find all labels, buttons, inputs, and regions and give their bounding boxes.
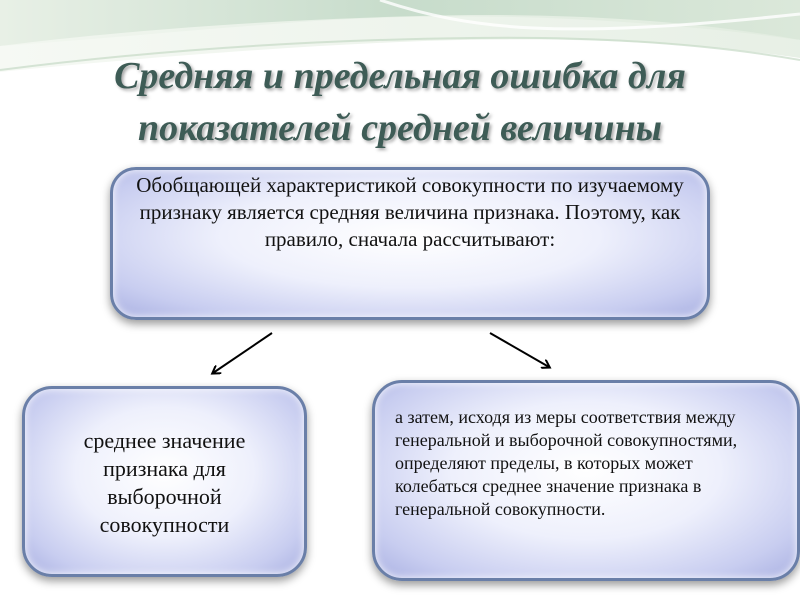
left-step-box: среднее значение признака для выборочной совокупности [22,386,307,577]
top-statement-box: Обобщающей характеристикой совокупности по изучаемому признаку является средняя величина признака. Поэтому, как правило, сначала рассчитывают: [110,167,710,320]
slide-title [40,50,760,154]
slide-title-line-1: Средняя и предельная ошибка для [114,55,686,97]
right-step-box: а затем, исходя из меры соответствия между генеральной и выборочной совокупностями, определяют пределы, в которых может колебаться среднее значение признака в генеральной совокупности. [372,380,800,581]
slide-title-line-2: показателей средней величины [137,107,663,149]
